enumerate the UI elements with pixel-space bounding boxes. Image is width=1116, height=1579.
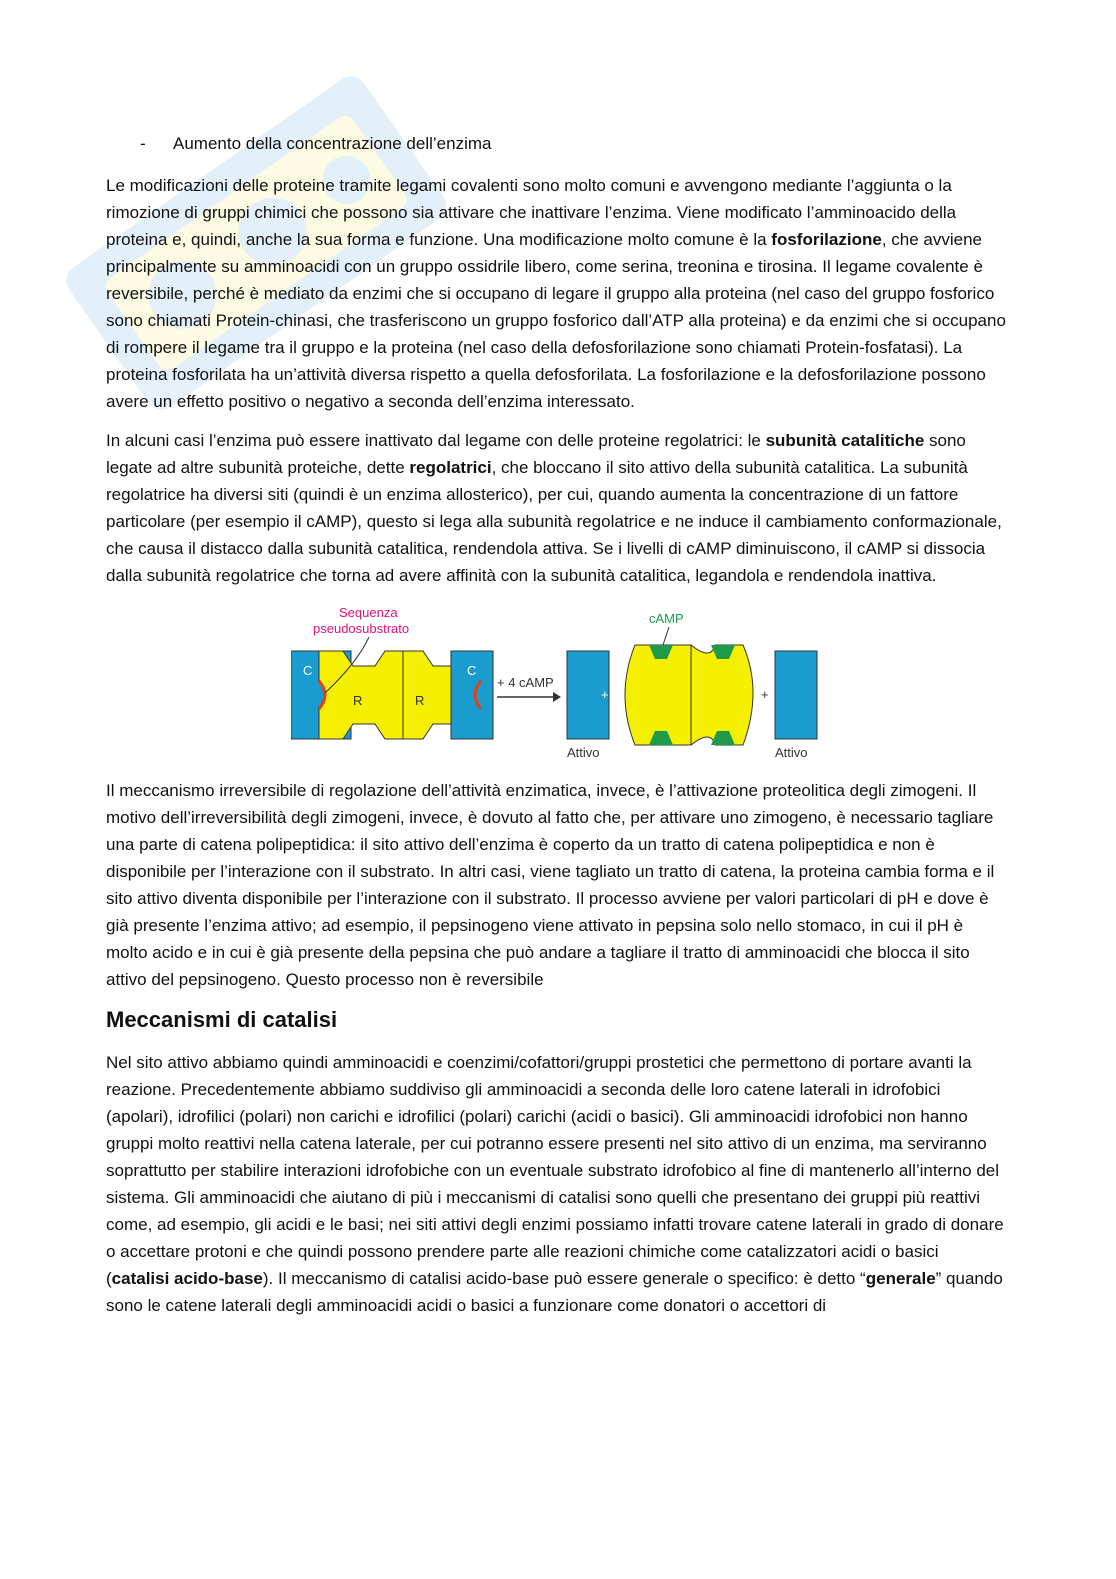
p4-text-3: ” quando sono le catene laterali degli amminoacidi acidi o basici a funzionare come donatori o accettori di xyxy=(106,1269,1003,1315)
p2-text-3: , che bloccano il sito attivo della subunità catalitica. La subunità regolatrice ha diversi siti (quindi è un enzima allosterico), per cui, quando aumenta la concentrazione di un fattore particolare (per esempio il cAMP), questo si lega alla subunità regolatrice e ne induce il cambiamento conformazionale, che causa il distacco dalla subunità catalitica, rendendola attiva. Se i livelli di cAMP diminuiscono, il cAMP si dissocia dalla subunità regolatrice che torna ad avere affinità con la subunità catalitica, legandola e rendendola inattiva. xyxy=(106,458,1002,585)
regulatory-dimer xyxy=(625,645,753,745)
sequence-label-2: pseudosubstrato xyxy=(313,621,410,636)
r-label-2: R xyxy=(415,693,425,708)
active-catalytic-right xyxy=(775,651,817,739)
attivo-label-left: Attivo xyxy=(567,745,600,760)
paragraph-catalysis xyxy=(106,1049,1006,1319)
p4-bold-catalisi-acido-base: catalisi acido-base xyxy=(111,1269,263,1288)
plus-left: + xyxy=(601,687,609,702)
arrow-head xyxy=(553,692,561,702)
bullet-text: Aumento della concentrazione dell’enzima xyxy=(173,134,492,153)
attivo-label-right: Attivo xyxy=(775,745,808,760)
bullet-item xyxy=(140,130,1006,157)
p2-bold-regolatrici: regolatrici xyxy=(409,458,492,477)
bullet-dash: - xyxy=(140,134,146,153)
p1-text-2: , che avviene principalmente su amminoacidi con un gruppo ossidrile libero, come serina, treonina e tirosina. Il legame covalente è reversibile, perché è mediato da enzimi che si occupano di legare il gruppo alla proteina (nel caso del gruppo fosforico sono chiamati Protein-chinasi, che trasferiscono un gruppo fosforico dall’ATP alla proteina) e da enzimi che si occupano di rompere il legame tra il gruppo e la proteina (nel caso della defosforilazione sono chiamati Protein-fosfatasi). La proteina fosforilata ha un’attività diversa rispetto a quella defosforilata. La fosforilazione e la defosforilazione possono avere un effetto positivo o negativo a seconda dell’enzima interessato. xyxy=(106,230,1006,411)
p2-bold-subunita-catalitiche: subunità catalitiche xyxy=(765,431,925,450)
section-heading: Meccanismi di catalisi xyxy=(106,1007,338,1032)
p4-text-1: Nel sito attivo abbiamo quindi amminoacidi e coenzimi/cofattori/gruppi prostetici che permettono di portare avanti la reazione. Precedentemente abbiamo suddiviso gli amminoacidi a seconda delle loro catene laterali in idrofobici (apolari), idrofilici (polari) non carichi e idrofilici (polari) carichi (acidi o basici). Gli amminoacidi idrofobici non hanno gruppi molto reattivi nella catena laterale, per cui potranno essere presenti nel sito attivo di un enzima, ma serviranno soprattutto per stabilire interazioni idrofobiche con un eventuale substrato idrofobico al fine di mantenerlo all’interno del sistema. Gli amminoacidi che aiutano di più i meccanismi di catalisi sono quelli che presentano dei gruppi più reattivi come, ad esempio, gli acidi e le basi; nei siti attivi degli enzimi possiamo infatti trovare catene laterali in grado di donare o accettare protoni e che quindi possono prendere parte alle reazioni chimiche come catalizzatori acidi o basici ( xyxy=(106,1053,1004,1288)
camp-activation-figure xyxy=(291,601,821,761)
p2-text-2: sono legate ad altre subunità proteiche, dette xyxy=(106,431,966,477)
c-label-right: C xyxy=(467,663,477,678)
c-label-left: C xyxy=(303,663,313,678)
plus-right: + xyxy=(761,687,769,702)
p1-text-1: Le modificazioni delle proteine tramite legami covalenti sono molto comuni e avvengono mediante l’aggiunta o la rimozione di gruppi chimici che possono sia attivare che inattivare l’enzima. Viene modificato l’amminoacido della proteina e, quindi, anche la sua forma e funzione. Una modificazione molto comune è la xyxy=(106,176,957,249)
camp-label: cAMP xyxy=(649,611,684,626)
sequence-label-1: Sequenza xyxy=(339,605,398,620)
r-label-1: R xyxy=(353,693,363,708)
p4-text-2: ). Il meccanismo di catalisi acido-base può essere generale o specifico: è detto “ xyxy=(262,1269,866,1288)
p4-bold-generale: generale xyxy=(865,1269,936,1288)
paragraph-covalent-modifications xyxy=(106,172,1006,415)
arrow-label: + 4 cAMP xyxy=(497,675,554,690)
camp-pointer xyxy=(663,627,669,645)
paragraph-zymogens: Il meccanismo irreversibile di regolazione dell’attività enzimatica, invece, è l’attivazione proteolitica degli zimogeni. Il motivo dell’irreversibilità degli zimogeni, invece, è dovuto al fatto che, per attivare uno zimogeno, è necessario tagliare una parte di catena polipeptidica: il sito attivo dell’enzima è coperto da un tratto di catena polipeptidica e non è disponibile per l’interazione con il substrato. In altri casi, viene tagliato un tratto di catena, la proteina cambia forma e il sito attivo diventa disponibile per l’interazione con il substrato. Il processo avviene per valori particolari di pH e dove è già presente l’enzima attivo; ad esempio, il pepsinogeno viene attivato in pepsina solo nello stomaco, in cui il pH è molto acido e in cui è già presente della pepsina che può andare a tagliare il tratto di amminoacidi che blocca il sito attivo del pepsinogeno. Questo processo non è reversibile xyxy=(106,781,995,989)
p1-bold-fosforilazione: fosforilazione xyxy=(771,230,882,249)
p2-text-1: In alcuni casi l’enzima può essere inattivato dal legame con delle proteine regolatrici: le xyxy=(106,431,766,450)
paragraph-regulatory-subunits xyxy=(106,427,1006,589)
document-page xyxy=(106,130,1006,1331)
